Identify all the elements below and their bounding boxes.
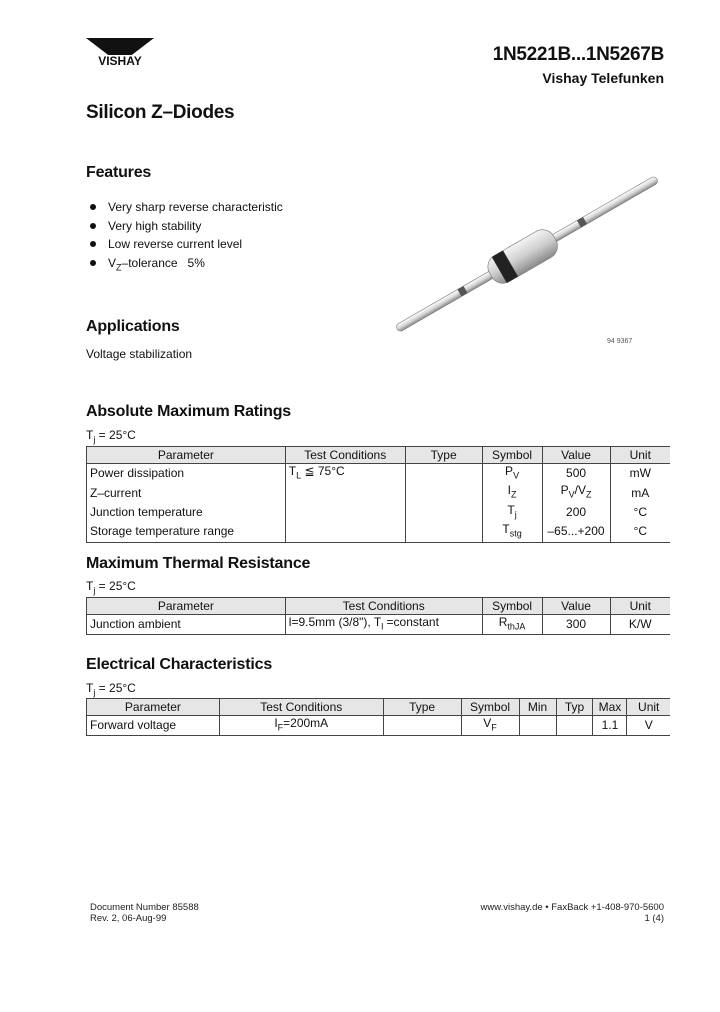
electrical-heading: Electrical Characteristics <box>86 656 273 673</box>
cell: $R_{thJA}$ <box>482 615 542 635</box>
table-row <box>87 503 671 522</box>
document-title: 1N5221B...1N5267B <box>492 44 664 65</box>
cell <box>285 522 405 542</box>
footer-web: www.vishay.de • FaxBack +1-408-970-5600 <box>480 902 664 913</box>
cell: $I_Z$ <box>482 483 542 502</box>
cell: $V_F$ <box>461 716 519 736</box>
cell: l=9.5mm (3/8"), $T_l$ =constant <box>285 615 482 635</box>
abs-max-table <box>86 446 670 543</box>
cell: mW <box>610 464 670 484</box>
cell: 1.1 <box>593 716 627 736</box>
col-header: Symbol <box>482 598 542 615</box>
table-row <box>87 464 671 484</box>
col-header: Unit <box>627 699 670 716</box>
cell <box>405 522 482 542</box>
cell: 200 <box>542 503 610 522</box>
col-header: Unit <box>610 598 670 615</box>
diode-illustration <box>392 172 662 337</box>
cell: Z–current <box>87 483 286 502</box>
col-header: Symbol <box>461 699 519 716</box>
table-row <box>87 522 671 542</box>
cell: °C <box>610 503 670 522</box>
cell <box>519 716 556 736</box>
col-header: Parameter <box>87 598 286 615</box>
cell <box>405 464 482 484</box>
cell: Junction temperature <box>87 503 286 522</box>
cell: –65...+200 <box>542 522 610 542</box>
cell: Junction ambient <box>87 615 286 635</box>
thermal-table <box>86 597 670 635</box>
feature-item: Very high stability <box>90 217 283 236</box>
abs-max-heading: Absolute Maximum Ratings <box>86 403 292 420</box>
doc-number: Document Number 85588 <box>90 902 199 913</box>
cell: $P_V/V_Z$ <box>542 483 610 502</box>
cell <box>556 716 593 736</box>
cell: mA <box>610 483 670 502</box>
col-header: Type <box>383 699 461 716</box>
cell <box>383 716 461 736</box>
cell <box>285 503 405 522</box>
cell: Power dissipation <box>87 464 286 484</box>
cell <box>285 483 405 502</box>
features-heading: Features <box>86 164 152 181</box>
col-header: Parameter <box>87 699 220 716</box>
feature-item: Low reverse current level <box>90 235 283 254</box>
feature-item: $V_Z$–tolerance 5% <box>90 254 283 277</box>
revision: Rev. 2, 06-Aug-99 <box>90 913 167 924</box>
table-row <box>87 483 671 502</box>
figure-id: 94 9367 <box>607 338 633 345</box>
thermal-condition: $T_j = 25^\circ C$ <box>86 579 136 596</box>
cell <box>405 483 482 502</box>
cell: 300 <box>542 615 610 635</box>
cell: 500 <box>542 464 610 484</box>
col-header: Test Conditions <box>285 598 482 615</box>
col-header: Test Conditions <box>219 699 383 716</box>
table-row <box>87 615 671 635</box>
cell: K/W <box>610 615 670 635</box>
col-header: Value <box>542 598 610 615</box>
cell: $T_j$ <box>482 503 542 522</box>
page-number: 1 (4) <box>644 913 664 924</box>
features-list <box>90 198 283 276</box>
col-header: Min <box>519 699 556 716</box>
cell: V <box>627 716 670 736</box>
col-header: Symbol <box>482 447 542 464</box>
col-header: Value <box>542 447 610 464</box>
feature-item: Very sharp reverse characteristic <box>90 198 283 217</box>
cell <box>405 503 482 522</box>
cell: °C <box>610 522 670 542</box>
applications-text: Voltage stabilization <box>86 347 193 361</box>
cell: Forward voltage <box>87 716 220 736</box>
cell: $I_F=200mA$ <box>219 716 383 736</box>
page-title: Silicon Z–Diodes <box>86 102 235 123</box>
vishay-logo <box>86 38 154 74</box>
cell: $T_{stg}$ <box>482 522 542 542</box>
abs-max-condition: $T_j = 25^\circ C$ <box>86 428 136 445</box>
cell: $P_V$ <box>482 464 542 484</box>
thermal-heading: Maximum Thermal Resistance <box>86 555 311 572</box>
col-header: Test Conditions <box>285 447 405 464</box>
col-header: Typ <box>556 699 593 716</box>
svg-text:VISHAY: VISHAY <box>98 54 142 68</box>
col-header: Max <box>593 699 627 716</box>
col-header: Type <box>405 447 482 464</box>
electrical-condition: $T_j = 25^\circ C$ <box>86 681 136 698</box>
electrical-table <box>86 698 670 736</box>
col-header: Parameter <box>87 447 286 464</box>
cell: $T_L$ ≦ 75°C <box>285 464 405 484</box>
document-subtitle: Vishay Telefunken <box>542 70 664 86</box>
cell: Storage temperature range <box>87 522 286 542</box>
applications-heading: Applications <box>86 318 180 335</box>
table-row <box>87 716 671 736</box>
col-header: Unit <box>610 447 670 464</box>
